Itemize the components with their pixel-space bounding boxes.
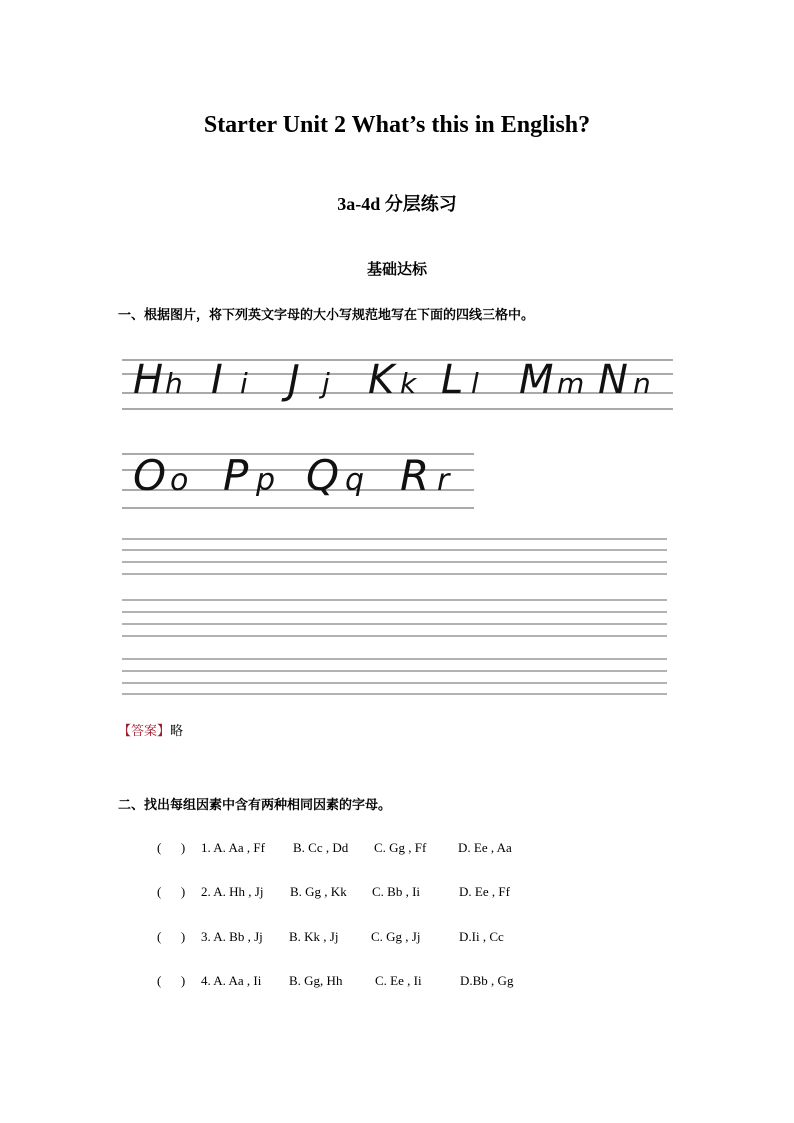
- example-letter-q-lower: q: [345, 463, 365, 498]
- option-b: B. Gg, Hh: [289, 973, 343, 988]
- example-letter-P-upper: P: [223, 451, 249, 500]
- option-b: B. Gg , Kk: [290, 884, 347, 899]
- page-title: Starter Unit 2 What’s this in English?: [203, 112, 591, 138]
- example-letter-n-lower: n: [633, 367, 651, 400]
- question-stem: 4. A. Aa , Ii: [201, 973, 262, 988]
- letter-row-2: [133, 451, 451, 500]
- answer-tag: 【答案】: [118, 724, 171, 739]
- example-letter-O-upper: O: [133, 451, 167, 500]
- option-c: C. Ee , Ii: [375, 973, 422, 988]
- part2-instruction: 二、找出每组因素中含有两种相同因素的字母。: [118, 798, 392, 813]
- letter-row-1: [133, 357, 651, 403]
- option-d: D. Ee , Aa: [458, 840, 512, 855]
- answer-bracket[interactable]: ( ): [157, 884, 186, 899]
- question-stem: 1. A. Aa , Ff: [201, 840, 265, 855]
- example-letter-l-lower: l: [471, 367, 479, 400]
- option-c: C. Gg , Ff: [374, 840, 427, 855]
- option-d: D. Ee , Ff: [459, 884, 510, 899]
- example-letter-h-lower: h: [165, 367, 183, 400]
- page-subtitle: 3a-4d 分层练习: [337, 194, 457, 214]
- example-letter-N-upper: N: [598, 357, 628, 403]
- option-b: B. Cc , Dd: [293, 840, 349, 855]
- example-letter-o-lower: o: [170, 463, 189, 498]
- example-letter-k-lower: k: [400, 367, 417, 400]
- option-d: D.Bb , Gg: [460, 973, 514, 988]
- example-letter-p-lower: p: [256, 463, 276, 498]
- question-row: [0, 929, 794, 947]
- section-title: 基础达标: [366, 260, 427, 278]
- part1-answer: [118, 720, 183, 739]
- example-letter-H-upper: H: [133, 357, 164, 403]
- question-row: [0, 884, 794, 902]
- question-stem: 2. A. Hh , Jj: [201, 884, 264, 899]
- example-letter-Q-upper: Q: [306, 451, 340, 500]
- option-d: D.Ii , Cc: [459, 929, 504, 944]
- example-letter-L-upper: L: [441, 357, 464, 403]
- option-c: C. Bb , Ii: [372, 884, 421, 899]
- example-letter-R-upper: R: [400, 451, 430, 500]
- option-b: B. Kk , Jj: [289, 929, 339, 944]
- example-letter-J-upper: J: [288, 357, 300, 403]
- example-letter-j-lower: j: [322, 367, 330, 400]
- example-letter-M-upper: M: [519, 357, 554, 403]
- question-row: [0, 973, 794, 991]
- example-letter-i-lower: i: [240, 367, 248, 400]
- answer-bracket[interactable]: ( ): [157, 929, 186, 944]
- part1-instruction: 一、根据图片，将下列英文字母的大小写规范地写在下面的四线三格中。: [118, 308, 535, 323]
- example-letter-m-lower: m: [557, 367, 585, 400]
- option-c: C. Gg , Jj: [371, 929, 421, 944]
- question-stem: 3. A. Bb , Jj: [201, 929, 263, 944]
- example-letter-K-upper: K: [368, 357, 395, 403]
- answer-bracket[interactable]: ( ): [157, 840, 186, 855]
- example-letter-r-lower: r: [437, 463, 450, 498]
- example-letter-I-upper: I: [211, 357, 223, 403]
- question-row: [0, 840, 794, 858]
- answer-text: 略: [170, 724, 184, 739]
- answer-bracket[interactable]: ( ): [157, 973, 186, 988]
